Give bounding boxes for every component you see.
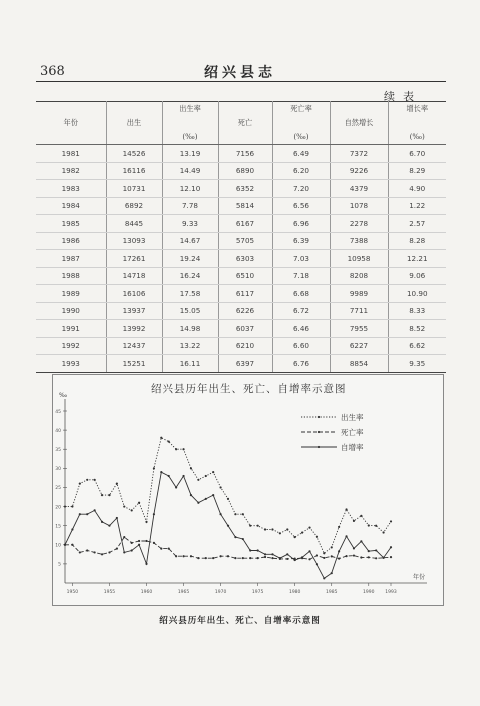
chart-panel — [52, 374, 444, 606]
series-1-point — [234, 513, 236, 515]
x-tick-label: 1950 — [66, 590, 79, 595]
series-2-point — [197, 557, 199, 559]
y-tick-label: 5 — [58, 562, 61, 568]
series-3-point — [190, 494, 192, 496]
series-2-point — [212, 557, 214, 559]
cell-death-rate: 6.20 — [272, 162, 330, 180]
cell-deaths: 6117 — [218, 285, 272, 303]
series-3-point — [153, 513, 155, 515]
series-2-point — [168, 548, 170, 550]
cell-natural-growth: 7388 — [330, 232, 388, 250]
series-2-point — [131, 542, 133, 544]
cell-births: 6892 — [106, 197, 162, 215]
series-1-point — [108, 494, 110, 496]
x-tick-label: 1975 — [251, 590, 264, 595]
series-2-point — [242, 557, 244, 559]
legend-marker-1 — [318, 416, 320, 418]
cell-natural-growth: 7955 — [330, 320, 388, 338]
series-2-point — [234, 557, 236, 559]
series-2-point — [123, 536, 125, 538]
series-1-point — [294, 536, 296, 538]
cell-year: 1989 — [36, 285, 106, 303]
series-2-point — [219, 555, 221, 557]
x-tick-label: 1985 — [326, 590, 338, 595]
cell-birth-rate: 14.98 — [162, 320, 218, 338]
series-3-point — [212, 494, 214, 496]
table-row — [36, 250, 446, 268]
series-2-point — [94, 551, 96, 553]
x-tick-label: 1993 — [385, 590, 397, 595]
series-line-1 — [65, 438, 391, 554]
series-1-point — [160, 437, 162, 439]
cell-deaths: 6352 — [218, 180, 272, 198]
table-row — [36, 145, 446, 163]
header-rule — [36, 81, 446, 82]
series-1-point — [345, 508, 347, 510]
series-1-point — [331, 546, 333, 548]
cell-births: 12437 — [106, 337, 162, 355]
series-2-point — [116, 548, 118, 550]
series-1-point — [145, 521, 147, 523]
col-header-deaths: 死亡 — [218, 102, 272, 145]
series-1-point — [308, 527, 310, 529]
cell-death-rate: 6.56 — [272, 197, 330, 215]
series-1-point — [94, 479, 96, 481]
series-2-point — [145, 540, 147, 542]
cell-birth-rate: 14.49 — [162, 162, 218, 180]
series-2-point — [331, 555, 333, 557]
series-3-point — [345, 535, 347, 537]
cell-death-rate: 6.76 — [272, 355, 330, 373]
series-2-point — [286, 558, 288, 560]
series-3-point — [375, 549, 377, 551]
series-3-point — [175, 486, 177, 488]
series-2-point — [345, 555, 347, 557]
table-row — [36, 215, 446, 233]
series-1-point — [279, 532, 281, 534]
cell-death-rate: 6.46 — [272, 320, 330, 338]
series-3-point — [182, 475, 184, 477]
series-2-point — [271, 557, 273, 559]
continuation-label: 续表 — [384, 90, 422, 103]
cell-births: 17261 — [106, 250, 162, 268]
cell-death-rate: 7.18 — [272, 267, 330, 285]
cell-birth-rate: 17.58 — [162, 285, 218, 303]
cell-year: 1982 — [36, 162, 106, 180]
x-tick-label: 1970 — [214, 590, 227, 595]
cell-year: 1988 — [36, 267, 106, 285]
series-2-point — [375, 557, 377, 559]
series-3-point — [116, 517, 118, 519]
cell-death-rate: 7.20 — [272, 180, 330, 198]
cell-growth-rate: 8.52 — [388, 320, 446, 338]
series-3-point — [382, 557, 384, 559]
population-table — [36, 101, 446, 373]
cell-deaths: 6397 — [218, 355, 272, 373]
series-3-point — [353, 547, 355, 549]
series-1-point — [71, 505, 73, 507]
series-3-point — [168, 475, 170, 477]
cell-growth-rate: 9.06 — [388, 267, 446, 285]
cell-deaths: 6303 — [218, 250, 272, 268]
series-2-point — [71, 544, 73, 546]
table-row — [36, 267, 446, 285]
cell-growth-rate: 10.90 — [388, 285, 446, 303]
series-1-point — [286, 528, 288, 530]
series-3-point — [234, 536, 236, 538]
y-tick-label: 20 — [55, 505, 61, 511]
series-1-point — [182, 448, 184, 450]
series-1-point — [242, 513, 244, 515]
cell-birth-rate: 12.10 — [162, 180, 218, 198]
series-3-point — [101, 521, 103, 523]
series-1-point — [227, 498, 229, 500]
cell-natural-growth: 8854 — [330, 355, 388, 373]
series-3-point — [79, 513, 81, 515]
series-2-point — [257, 557, 259, 559]
series-3-point — [390, 546, 392, 548]
y-tick-label: 10 — [55, 543, 61, 549]
cell-births: 14526 — [106, 145, 162, 163]
series-1-point — [390, 520, 392, 522]
series-1-point — [249, 525, 251, 527]
y-tick-label: 30 — [55, 467, 61, 473]
series-1-point — [197, 479, 199, 481]
series-3-point — [64, 544, 66, 546]
x-tick-label: 1960 — [140, 590, 153, 595]
series-3-point — [242, 538, 244, 540]
series-1-point — [116, 483, 118, 485]
cell-birth-rate: 19.24 — [162, 250, 218, 268]
legend-label-2: 死亡率 — [341, 428, 364, 437]
series-3-point — [123, 551, 125, 553]
series-1-point — [338, 526, 340, 528]
series-1-point — [271, 528, 273, 530]
series-2-point — [86, 549, 88, 551]
legend-label-1: 出生率 — [341, 413, 364, 422]
series-2-point — [323, 557, 325, 559]
series-3-point — [286, 553, 288, 555]
series-2-point — [360, 556, 362, 558]
series-3-point — [338, 550, 340, 552]
series-2-point — [353, 554, 355, 556]
series-2-point — [227, 555, 229, 557]
cell-birth-rate: 15.05 — [162, 302, 218, 320]
legend-label-3: 自增率 — [341, 443, 364, 452]
cell-births: 15251 — [106, 355, 162, 373]
col-header-growth-rate: 增长率 (‰) — [388, 102, 446, 145]
cell-birth-rate: 14.67 — [162, 232, 218, 250]
series-2-point — [138, 540, 140, 542]
cell-deaths: 6210 — [218, 337, 272, 355]
series-1-point — [382, 531, 384, 533]
cell-deaths: 6890 — [218, 162, 272, 180]
cell-natural-growth: 6227 — [330, 337, 388, 355]
series-3-point — [160, 471, 162, 473]
cell-births: 16106 — [106, 285, 162, 303]
cell-deaths: 5705 — [218, 232, 272, 250]
table-header-row — [36, 102, 446, 145]
series-3-point — [294, 559, 296, 561]
series-2-point — [182, 555, 184, 557]
series-1-point — [264, 528, 266, 530]
series-3-point — [308, 550, 310, 552]
cell-year: 1987 — [36, 250, 106, 268]
y-axis-label: ‰ — [59, 392, 68, 399]
y-tick-label: 40 — [55, 428, 61, 434]
table-row — [36, 232, 446, 250]
series-3-point — [360, 540, 362, 542]
cell-death-rate: 7.03 — [272, 250, 330, 268]
series-1-point — [101, 494, 103, 496]
cell-year: 1984 — [36, 197, 106, 215]
series-1-point — [190, 467, 192, 469]
x-axis-label: 年份 — [412, 574, 425, 581]
series-3-point — [108, 525, 110, 527]
cell-natural-growth: 9226 — [330, 162, 388, 180]
series-3-point — [331, 572, 333, 574]
series-1-point — [86, 479, 88, 481]
series-2-point — [160, 548, 162, 550]
col-header-natural-growth: 自然增长 — [330, 102, 388, 145]
cell-births: 13992 — [106, 320, 162, 338]
col-header-births: 出生 — [106, 102, 162, 145]
col-header-birth-rate: 出生率 (‰) — [162, 102, 218, 145]
cell-growth-rate: 2.57 — [388, 215, 446, 233]
cell-natural-growth: 8208 — [330, 267, 388, 285]
cell-death-rate: 6.39 — [272, 232, 330, 250]
series-1-point — [219, 486, 221, 488]
series-2-point — [190, 555, 192, 557]
cell-natural-growth: 7372 — [330, 145, 388, 163]
series-3-point — [205, 498, 207, 500]
cell-growth-rate: 8.33 — [388, 302, 446, 320]
series-1-point — [212, 471, 214, 473]
cell-birth-rate: 16.11 — [162, 355, 218, 373]
x-tick-label: 1965 — [177, 590, 190, 595]
series-2-point — [264, 556, 266, 558]
cell-deaths: 6226 — [218, 302, 272, 320]
cell-natural-growth: 10958 — [330, 250, 388, 268]
table-row — [36, 355, 446, 373]
cell-deaths: 6037 — [218, 320, 272, 338]
x-tick-label: 1990 — [363, 590, 375, 595]
series-1-point — [79, 483, 81, 485]
series-1-point — [368, 524, 370, 526]
figure-caption: 绍兴县历年出生、死亡、自增率示意图 — [159, 616, 321, 626]
series-2-point — [153, 542, 155, 544]
series-3-point — [86, 513, 88, 515]
table-row — [36, 162, 446, 180]
series-1-point — [257, 525, 259, 527]
cell-death-rate: 6.49 — [272, 145, 330, 163]
cell-deaths: 6510 — [218, 267, 272, 285]
x-tick-label: 1955 — [103, 590, 116, 595]
cell-births: 10731 — [106, 180, 162, 198]
series-3-point — [131, 549, 133, 551]
cell-deaths: 7156 — [218, 145, 272, 163]
cell-growth-rate: 8.28 — [388, 232, 446, 250]
cell-birth-rate: 16.24 — [162, 267, 218, 285]
series-3-point — [138, 544, 140, 546]
cell-growth-rate: 8.29 — [388, 162, 446, 180]
series-1-point — [301, 531, 303, 533]
series-1-point — [360, 515, 362, 517]
cell-growth-rate: 6.70 — [388, 145, 446, 163]
series-2-point — [175, 555, 177, 557]
series-1-point — [375, 525, 377, 527]
series-3-point — [279, 557, 281, 559]
series-1-point — [64, 505, 66, 507]
cell-growth-rate: 4.90 — [388, 180, 446, 198]
series-1-point — [168, 440, 170, 442]
cell-year: 1990 — [36, 302, 106, 320]
series-2-point — [79, 551, 81, 553]
cell-year: 1985 — [36, 215, 106, 233]
series-2-point — [108, 551, 110, 553]
cell-births: 13937 — [106, 302, 162, 320]
x-tick-label: 1980 — [288, 590, 301, 595]
series-1-point — [353, 520, 355, 522]
table-row — [36, 285, 446, 303]
cell-year: 1981 — [36, 145, 106, 163]
series-1-point — [131, 509, 133, 511]
cell-year: 1993 — [36, 355, 106, 373]
series-1-point — [153, 467, 155, 469]
cell-year: 1986 — [36, 232, 106, 250]
cell-births: 16116 — [106, 162, 162, 180]
series-3-point — [323, 577, 325, 579]
series-3-point — [145, 563, 147, 565]
cell-death-rate: 6.60 — [272, 337, 330, 355]
legend-marker-3 — [318, 446, 320, 448]
series-1-point — [316, 536, 318, 538]
cell-growth-rate: 1.22 — [388, 197, 446, 215]
y-tick-label: 35 — [55, 448, 61, 454]
cell-death-rate: 6.72 — [272, 302, 330, 320]
cell-births: 14718 — [106, 267, 162, 285]
series-2-point — [249, 557, 251, 559]
cell-birth-rate: 7.78 — [162, 197, 218, 215]
table-row — [36, 197, 446, 215]
legend-marker-2 — [318, 431, 320, 433]
cell-deaths: 5814 — [218, 197, 272, 215]
series-2-point — [338, 557, 340, 559]
y-tick-label: 45 — [55, 409, 61, 415]
cell-births: 13093 — [106, 232, 162, 250]
series-2-point — [390, 556, 392, 558]
cell-growth-rate: 12.21 — [388, 250, 446, 268]
table-row — [36, 180, 446, 198]
cell-births: 8445 — [106, 215, 162, 233]
line-chart — [53, 375, 445, 607]
series-3-point — [227, 525, 229, 527]
cell-year: 1983 — [36, 180, 106, 198]
series-2-point — [205, 557, 207, 559]
series-3-point — [271, 553, 273, 555]
series-3-point — [94, 509, 96, 511]
series-2-point — [368, 556, 370, 558]
cell-growth-rate: 9.35 — [388, 355, 446, 373]
cell-natural-growth: 2278 — [330, 215, 388, 233]
y-tick-label: 25 — [55, 486, 61, 492]
page-number: 368 — [40, 64, 65, 79]
table-row — [36, 320, 446, 338]
cell-growth-rate: 6.62 — [388, 337, 446, 355]
series-1-point — [205, 475, 207, 477]
col-header-death-rate: 死亡率 (‰) — [272, 102, 330, 145]
series-1-point — [175, 448, 177, 450]
table-row — [36, 337, 446, 355]
cell-birth-rate: 9.33 — [162, 215, 218, 233]
table-row — [36, 302, 446, 320]
series-2-point — [101, 553, 103, 555]
cell-death-rate: 6.68 — [272, 285, 330, 303]
series-1-point — [323, 552, 325, 554]
cell-natural-growth: 4379 — [330, 180, 388, 198]
col-header-year: 年份 — [36, 102, 106, 145]
series-3-point — [316, 563, 318, 565]
cell-natural-growth: 1078 — [330, 197, 388, 215]
cell-birth-rate: 13.19 — [162, 145, 218, 163]
cell-natural-growth: 9989 — [330, 285, 388, 303]
series-3-point — [257, 549, 259, 551]
series-3-point — [71, 528, 73, 530]
series-3-point — [301, 556, 303, 558]
chart-title: 绍兴县历年出生、死亡、自增率示意图 — [151, 383, 347, 395]
cell-natural-growth: 7711 — [330, 302, 388, 320]
cell-deaths: 6167 — [218, 215, 272, 233]
series-1-point — [123, 505, 125, 507]
series-2-point — [316, 554, 318, 556]
cell-year: 1992 — [36, 337, 106, 355]
series-2-point — [308, 558, 310, 560]
page-header-title: 绍兴县志 — [204, 65, 276, 81]
series-3-point — [249, 549, 251, 551]
y-tick-label: 15 — [55, 524, 61, 530]
series-3-point — [368, 550, 370, 552]
series-3-point — [219, 513, 221, 515]
cell-birth-rate: 13.22 — [162, 337, 218, 355]
series-3-point — [197, 502, 199, 504]
series-1-point — [138, 502, 140, 504]
series-3-point — [264, 553, 266, 555]
cell-death-rate: 6.96 — [272, 215, 330, 233]
cell-year: 1991 — [36, 320, 106, 338]
